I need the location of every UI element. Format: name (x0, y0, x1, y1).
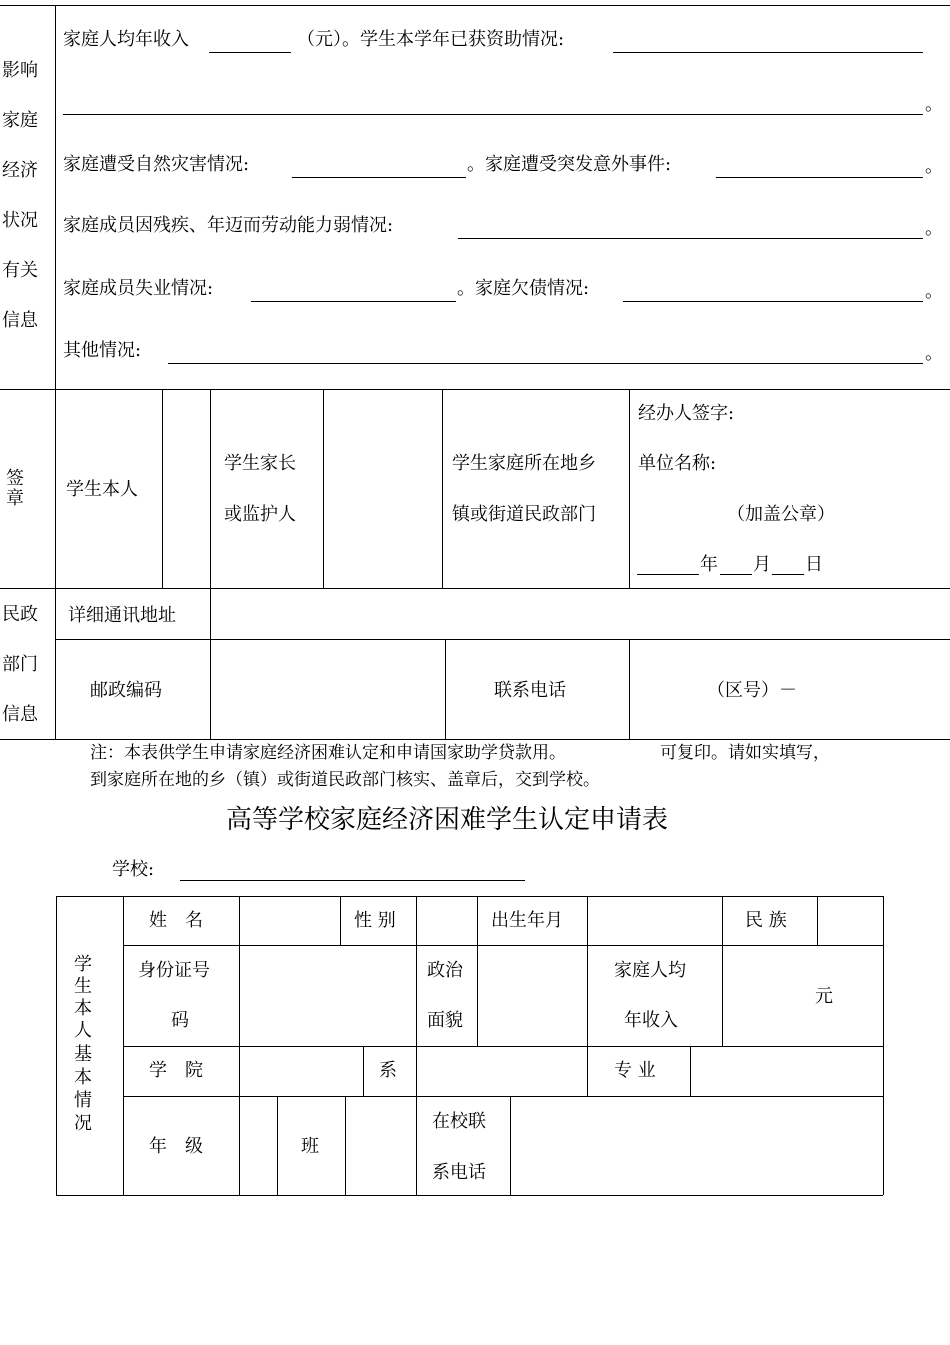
handler-sign-label: 经办人签字: (638, 403, 735, 424)
id-number-label: 码 (171, 1010, 189, 1031)
bottom-border (0, 739, 950, 740)
month-blank[interactable] (720, 574, 752, 575)
month-label: 月 (753, 554, 771, 575)
name-label: 姓 名 (149, 910, 203, 931)
campus-phone-label: 在校联 (432, 1111, 486, 1132)
table-line (340, 896, 341, 945)
side-label: 学 (74, 954, 92, 975)
class-label: 班 (301, 1136, 319, 1157)
seal-label: 章 (6, 488, 24, 509)
side-label: 民政 (2, 604, 38, 625)
side-label: 基 (74, 1044, 92, 1065)
other-blank[interactable] (168, 363, 923, 364)
table-line (817, 896, 818, 945)
top-border (0, 5, 950, 6)
side-label: 生 (74, 976, 92, 997)
note-line-1b: 可复印。请如实填写， (660, 743, 830, 763)
unemployment-label: 家庭成员失业情况: (63, 278, 214, 299)
civil-dept-label: 学生家庭所在地乡 (452, 453, 596, 474)
side-label: 信息 (2, 310, 38, 331)
accident-blank[interactable] (716, 177, 923, 178)
side-label: 有关 (2, 260, 38, 281)
school-blank[interactable] (180, 880, 525, 881)
unit-name-label: 单位名称: (638, 453, 717, 474)
income-label: 家庭人均年收入 (63, 29, 189, 50)
postcode-label: 邮政编码 (90, 680, 162, 701)
debt-label: 。家庭欠债情况: (457, 278, 590, 299)
column-line (629, 389, 630, 588)
side-label: 状况 (2, 210, 38, 231)
income-blank[interactable] (209, 52, 291, 53)
note-line-2: 到家庭所在地的乡（镇）或街道民政部门核实、盖章后，交到学校。 (90, 770, 600, 790)
column-line (442, 389, 443, 588)
civil-dept-label: 镇或街道民政部门 (452, 504, 596, 525)
table-line (345, 1096, 346, 1195)
side-label: 家庭 (2, 110, 38, 131)
disaster-blank[interactable] (292, 177, 466, 178)
phone-label: 联系电话 (494, 680, 566, 701)
college-label: 学 院 (149, 1060, 203, 1081)
day-label: 日 (805, 554, 823, 575)
column-line (445, 639, 446, 739)
side-label: 本 (74, 998, 92, 1019)
section-divider (0, 588, 950, 589)
column-line (210, 389, 211, 739)
column-line (629, 639, 630, 739)
address-label: 详细通讯地址 (68, 605, 176, 626)
department-label: 系 (379, 1060, 397, 1081)
seal-label: 签 (6, 468, 24, 489)
row-divider (210, 639, 950, 640)
side-label: 情 (74, 1090, 92, 1111)
politics-label: 面貌 (427, 1010, 463, 1031)
family-income-label: 年收入 (624, 1010, 678, 1031)
table-line (363, 1046, 364, 1096)
year-label: 年 (700, 554, 718, 575)
birth-label: 出生年月 (491, 910, 563, 931)
other-label: 其他情况: (63, 340, 142, 361)
aid-blank-continued[interactable] (63, 114, 923, 115)
side-label: 经济 (2, 160, 38, 181)
column-line (323, 389, 324, 588)
period: 。 (925, 156, 943, 177)
period: 。 (925, 281, 943, 302)
table-line (416, 1046, 417, 1195)
official-seal-label: （加盖公章） (727, 504, 835, 525)
table-line (239, 896, 240, 1195)
side-label: 影响 (2, 60, 38, 81)
table-line (56, 896, 883, 897)
accident-label: 。家庭遭受突发意外事件: (467, 154, 672, 175)
side-label: 况 (74, 1113, 92, 1134)
side-label: 本 (74, 1067, 92, 1088)
unemployment-blank[interactable] (251, 301, 456, 302)
period: 。 (925, 343, 943, 364)
top-form-divider (55, 5, 56, 389)
table-line (277, 1096, 278, 1195)
debt-blank[interactable] (623, 301, 923, 302)
table-line (722, 896, 723, 1046)
year-blank[interactable] (637, 574, 699, 575)
period: 。 (925, 218, 943, 239)
period: 。 (925, 94, 943, 115)
parent-label: 学生家长 (224, 453, 296, 474)
table-line (587, 896, 588, 1096)
family-income-label: 家庭人均 (614, 960, 686, 981)
table-line (123, 945, 883, 946)
note-line-1: 注：本表供学生申请家庭经济困难认定和申请国家助学贷款用。 (90, 743, 566, 763)
politics-label: 政治 (427, 960, 463, 981)
table-line (123, 1046, 883, 1047)
table-line (416, 896, 417, 1046)
form-title: 高等学校家庭经济困难学生认定申请表 (226, 805, 669, 835)
table-line (883, 896, 884, 1195)
table-line (56, 896, 57, 1195)
id-number-label: 身份证号 (138, 960, 210, 981)
disability-label: 家庭成员因残疾、年迈而劳动能力弱情况: (63, 215, 394, 236)
side-label: 部门 (2, 654, 38, 675)
table-line (477, 896, 478, 1046)
grade-label: 年 级 (149, 1136, 203, 1157)
major-label: 专 业 (614, 1060, 656, 1081)
campus-phone-label: 系电话 (432, 1162, 486, 1183)
parent-label: 或监护人 (224, 504, 296, 525)
student-self-label: 学生本人 (66, 479, 138, 500)
row-divider (55, 639, 210, 640)
table-line (123, 896, 124, 1195)
school-label: 学校: (112, 859, 155, 880)
aid-blank[interactable] (613, 52, 923, 53)
column-line (162, 389, 163, 588)
day-blank[interactable] (772, 574, 804, 575)
section-divider (0, 389, 950, 390)
table-line (510, 1096, 511, 1195)
yuan-unit-label: （元）。学生本学年已获资助情况: (297, 29, 565, 50)
area-code-label: （区号）－ (707, 680, 797, 701)
column-line (55, 389, 56, 739)
disability-blank[interactable] (458, 238, 923, 239)
table-line (123, 1096, 883, 1097)
disaster-label: 家庭遭受自然灾害情况: (63, 154, 250, 175)
ethnicity-label: 民 族 (745, 910, 787, 931)
side-label: 人 (74, 1020, 92, 1041)
side-label: 信息 (2, 704, 38, 725)
table-line (690, 1046, 691, 1096)
yuan-unit: 元 (815, 986, 833, 1007)
gender-label: 性 别 (354, 910, 396, 931)
table-line (56, 1195, 883, 1196)
